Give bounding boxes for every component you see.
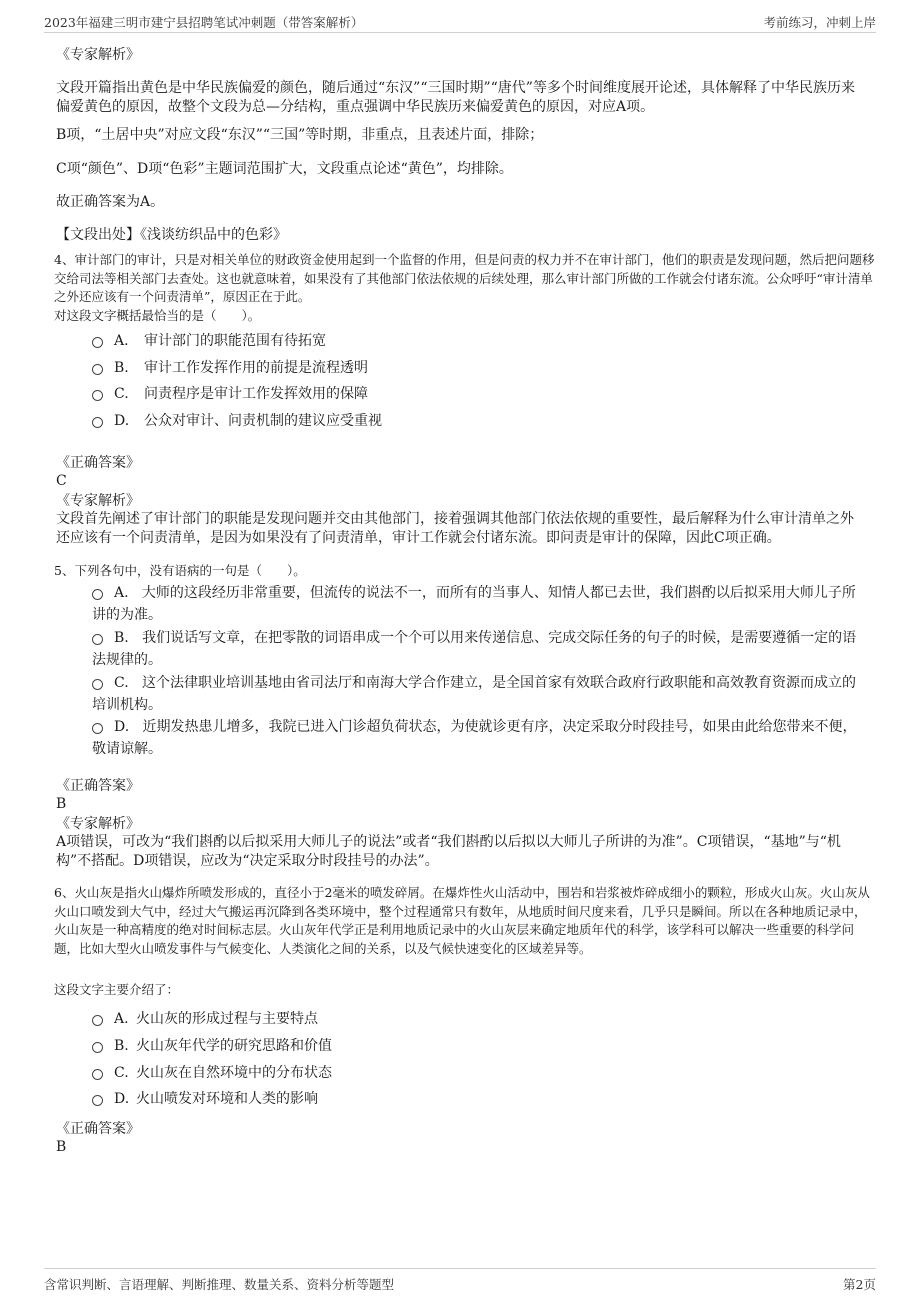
option-text: 这个法律职业培训基地由省司法厅和南海大学合作建立，是全国首家有效联合政府行政职能和高效教育资源而成立的培训机构。: [92, 675, 857, 713]
option-letter: D.: [114, 719, 130, 735]
q3-analysis-paragraph-1: 文段开篇指出黄色是中华民族偏爱的颜色，随后通过“东汉”“三国时期”“唐代”等多个时间维度展开论述，具体解释了中华民族历来偏爱黄色的原因，故整个文段为总—分结构，重点强调中华民族历来偏爱黄色的原因，对应A项。: [56, 80, 855, 115]
page-footer: [44, 1268, 876, 1295]
q5-analysis-title: 《专家解析》: [56, 816, 140, 832]
option-text: 公众对审计、问责机制的建议应受重视: [144, 413, 382, 429]
option-text: 火山灰的形成过程与主要特点: [136, 1011, 318, 1027]
radio-button-icon[interactable]: [92, 1015, 103, 1026]
q6-stem: 6、火山灰是指火山爆炸所喷发形成的，直径小于2毫米的喷发碎屑。在爆炸性火山活动中，围岩和岩浆被炸碎成细小的颗粒，形成火山灰。火山灰从火山口喷发到大气中，经过大气搬运再沉降到各类环境中，整个过程通常只有数年，从地质时间尺度来看，几乎只是瞬间。所以在各种地质记录中，火山灰是一种高精度的绝对时间标志层。火山灰年代学正是利用地质记录中的火山灰层来确定地质年代的科学，该学科可以解决一些重要的科学问题，比如大型火山喷发事件与气候变化、人类演化之间的关系，以及气候快速变化的区域差异等。: [54, 885, 870, 956]
q4-stem: 4、审计部门的审计，只是对相关单位的财政资金使用起到一个监督的作用，但是问责的权力并不在审计部门，他们的职责是发现问题，然后把问题移交给司法等相关部门去查处。这也就意味着，如果没有了其他部门依法依规的后续处理，那么审计部门所做的工作就会付诸东流。公众呼吁“审计清单之外还应该有一个问责清单”，原因正在于此。: [54, 252, 875, 304]
option-text: 火山灰在自然环境中的分布状态: [136, 1065, 332, 1081]
header-slogan: 考前练习，冲刺上岸: [763, 15, 876, 30]
radio-button-icon[interactable]: [92, 723, 103, 734]
footer-topics: 含常识判断、言语理解、判断推理、数量关系、资料分析等题型: [44, 1277, 395, 1292]
radio-button-icon[interactable]: [92, 589, 103, 600]
q6-option-b[interactable]: [92, 1035, 858, 1057]
q5-stem: 5、下列各句中，没有语病的一句是（ ）。: [54, 563, 306, 578]
q5-option-b[interactable]: [92, 627, 858, 671]
q4-answer: C: [56, 473, 67, 489]
q6-question: 这段文字主要介绍了：: [54, 982, 180, 997]
radio-button-icon[interactable]: [92, 1042, 103, 1053]
option-text: 火山喷发对环境和人类的影响: [136, 1091, 318, 1107]
q4-option-d[interactable]: [92, 410, 858, 432]
radio-button-icon[interactable]: [92, 417, 103, 428]
radio-button-icon[interactable]: [92, 337, 103, 348]
q6-answer-title: 《正确答案》: [56, 1121, 140, 1137]
q6-option-a[interactable]: [92, 1008, 858, 1030]
option-letter: C.: [114, 675, 129, 691]
option-text: 我们说话写文章，在把零散的词语串成一个个可以用来传递信息、完成交际任务的句子的时候，是需要遵循一定的语法规律的。: [92, 630, 857, 668]
option-letter: B.: [114, 630, 129, 646]
option-letter: D.: [114, 413, 130, 429]
option-letter: C.: [114, 1065, 129, 1081]
option-text: 火山灰年代学的研究思路和价值: [136, 1038, 332, 1054]
q4-answer-title: 《正确答案》: [56, 455, 140, 471]
q4-analysis-title: 《专家解析》: [56, 493, 140, 509]
q5-answer: B: [56, 796, 67, 812]
q3-analysis-title: 《专家解析》: [56, 47, 140, 63]
radio-button-icon[interactable]: [92, 364, 103, 375]
option-text: 大师的这段经历非常重要，但流传的说法不一，而所有的当事人、知情人都已去世，我们斟酌以后拟采用大师儿子所讲的为准。: [92, 585, 856, 623]
q5-option-c[interactable]: [92, 672, 858, 716]
header-title: 2023年福建三明市建宁县招聘笔试冲刺题（带答案解析）: [44, 15, 364, 30]
option-letter: B.: [114, 1038, 129, 1054]
q5-option-a[interactable]: [92, 582, 858, 626]
q4-option-c[interactable]: [92, 383, 858, 405]
option-letter: D.: [114, 1091, 130, 1107]
q6-option-c[interactable]: [92, 1062, 858, 1084]
option-text: 问责程序是审计工作发挥效用的保障: [144, 386, 368, 402]
option-letter: A.: [114, 585, 129, 601]
q5-analysis: A项错误，可改为“我们斟酌以后拟采用大师儿子的说法”或者“我们斟酌以后拟以大师儿子所讲的为准”。C项错误，“基地”与“机构”不搭配。D项错误，应改为“决定采取分时段挂号的办法”。: [56, 834, 841, 869]
q4-question: 对这段文字概括最恰当的是（ ）。: [54, 308, 261, 323]
q6-answer: B: [56, 1139, 67, 1155]
option-letter: C.: [114, 386, 129, 402]
q3-analysis-paragraph-2: B项，“土居中央”对应文段“东汉”“三国”等时期，非重点，且表述片面，排除；: [56, 127, 544, 143]
q5-answer-title: 《正确答案》: [56, 778, 140, 794]
option-text: 审计工作发挥作用的前提是流程透明: [144, 360, 368, 376]
radio-button-icon[interactable]: [92, 634, 103, 645]
radio-button-icon[interactable]: [92, 679, 103, 690]
radio-button-icon[interactable]: [92, 390, 103, 401]
q5-option-d[interactable]: [92, 716, 858, 760]
q3-analysis-paragraph-3: C项“颜色”、D项“色彩”主题词范围扩大，文段重点论述“黄色”，均排除。: [56, 161, 513, 177]
q3-analysis-conclusion: 故正确答案为A。: [56, 194, 165, 210]
radio-button-icon[interactable]: [92, 1095, 103, 1106]
q4-option-a[interactable]: [92, 330, 858, 352]
page-number: 第2页: [843, 1277, 876, 1292]
q6-option-d[interactable]: [92, 1088, 858, 1110]
option-letter: A.: [114, 1011, 129, 1027]
option-letter: A.: [114, 333, 129, 349]
q4-option-b[interactable]: [92, 357, 858, 379]
q4-analysis: 文段首先阐述了审计部门的职能是发现问题并交由其他部门，接着强调其他部门依法依规的重要性，最后解释为什么审计清单之外还应该有一个问责清单，是因为如果没有了问责清单，审计工作就会付诸东流。即问责是审计的保障，因此C项正确。: [56, 511, 854, 546]
radio-button-icon[interactable]: [92, 1069, 103, 1080]
option-letter: B.: [114, 360, 129, 376]
page-header: [44, 8, 876, 33]
q3-source: 【文段出处】《浅谈纺织品中的色彩》: [56, 227, 287, 243]
option-text: 审计部门的职能范围有待拓宽: [144, 333, 326, 349]
option-text: 近期发热患儿增多，我院已进入门诊超负荷状态，为使就诊更有序，决定采取分时段挂号，如果由此给您带来不便，敬请谅解。: [92, 719, 857, 757]
